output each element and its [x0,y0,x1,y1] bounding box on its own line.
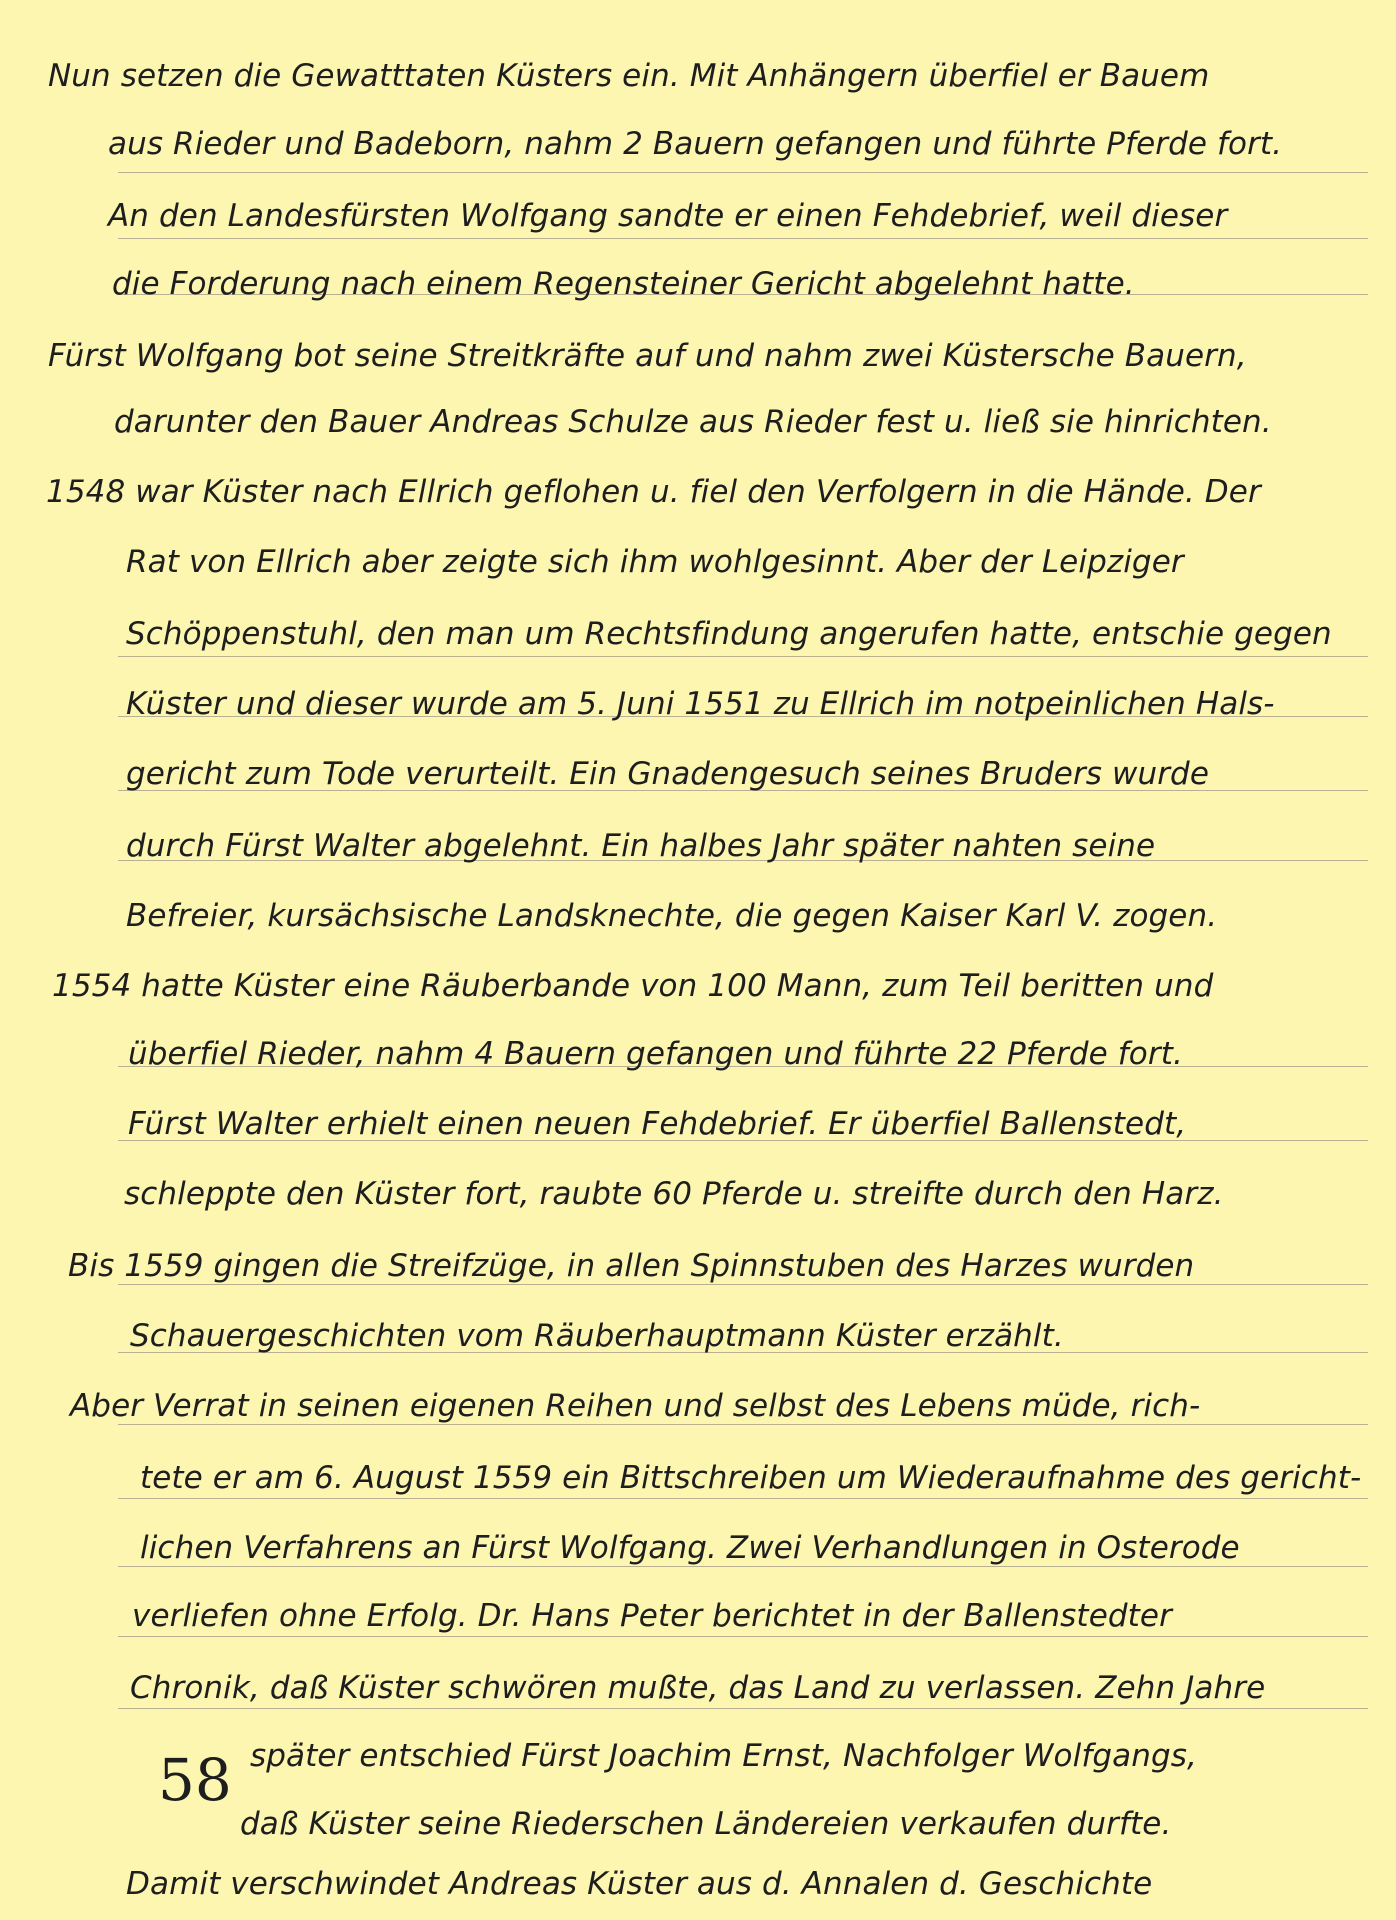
text-line: Schöppenstuhl, den man um Rechtsfindung angerufen hatte, entschie gegen [126,616,1332,652]
ruled-line [118,172,1368,173]
text-line: 1554 hatte Küster eine Räuberbande von 100 Mann, zum Teil beritten und [52,968,1214,1004]
text-line: Befreier, kursächsische Landsknechte, die gegen Kaiser Karl V. zogen. [126,898,1218,934]
ruled-line [118,656,1368,657]
text-line: lichen Verfahrens an Fürst Wolfgang. Zwei Verhandlungen in Osterode [140,1530,1240,1566]
text-line: Fürst Walter erhielt einen neuen Fehdebrief. Er überfiel Ballenstedt, [128,1106,1187,1142]
text-line: darunter den Bauer Andreas Schulze aus Rieder fest u. ließ sie hinrichten. [114,404,1272,440]
text-line: Nun setzen die Gewatttaten Küsters ein. Mit Anhängern überfiel er Bauem [48,58,1210,94]
text-line: Rat von Ellrich aber zeigte sich ihm wohlgesinnt. Aber der Leipziger [126,544,1184,580]
ruled-line [118,1636,1368,1637]
text-line: gericht zum Tode verurteilt. Ein Gnadengesuch seines Bruders wurde [126,756,1210,792]
text-line: Chronik, daß Küster schwören mußte, das Land zu verlassen. Zehn Jahre [130,1670,1266,1706]
text-line: verliefen ohne Erfolg. Dr. Hans Peter berichtet in der Ballenstedter [132,1598,1172,1634]
text-line: Aber Verrat in seinen eigenen Reihen und selbst des Lebens müde, rich- [70,1388,1201,1424]
ruled-line [118,238,1368,239]
text-line: aus Rieder und Badeborn, nahm 2 Bauern gefangen und führte Pferde fort. [108,126,1283,162]
text-line: 1548 war Küster nach Ellrich geflohen u. fiel den Verfolgern in die Hände. Der [46,474,1261,510]
text-line: durch Fürst Walter abgelehnt. Ein halbes Jahr später nahten seine [126,828,1156,864]
text-line: überfiel Rieder, nahm 4 Bauern gefangen und führte 22 Pferde fort. [128,1036,1183,1072]
text-line: daß Küster seine Riederschen Ländereien verkaufen durfte. [240,1806,1172,1842]
text-line: schleppte den Küster fort, raubte 60 Pferde u. streifte durch den Harz. [124,1176,1224,1212]
text-line: später entschied Fürst Joachim Ernst, Nachfolger Wolfgangs, [250,1738,1197,1774]
text-line: Bis 1559 gingen die Streifzüge, in allen Spinnstuben des Harzes wurden [68,1248,1195,1284]
text-line: tete er am 6. August 1559 ein Bittschreiben um Wiederaufnahme des gericht- [140,1460,1362,1496]
text-line: Fürst Wolfgang bot seine Streitkräfte auf und nahm zwei Küstersche Bauern, [48,338,1247,374]
page-number: 58 [158,1746,232,1814]
text-line: Küster und dieser wurde am 5. Juni 1551 zu Ellrich im notpeinlichen Hals- [126,686,1275,722]
ruled-line [118,1498,1368,1499]
ruled-line [118,1708,1368,1709]
text-line: die Forderung nach einem Regensteiner Gericht abgelehnt hatte. [112,266,1135,302]
text-line: Damit verschwindet Andreas Küster aus d. Annalen d. Geschichte [126,1866,1153,1902]
text-line: An den Landesfürsten Wolfgang sandte er einen Fehdebrief, weil dieser [108,198,1228,234]
text-line: Schauergeschichten vom Räuberhauptmann Küster erzählt. [130,1318,1064,1354]
